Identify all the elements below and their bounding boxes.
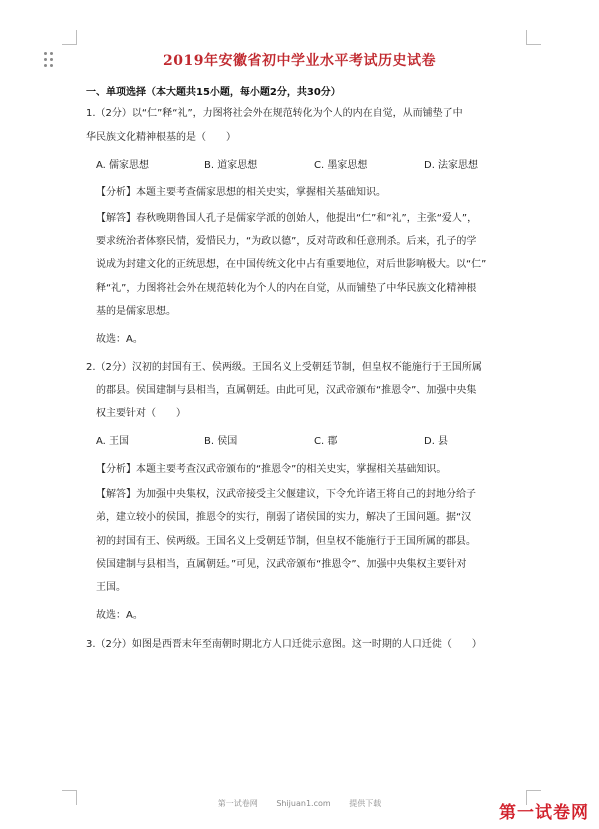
q2-option-c: C. 郡 xyxy=(314,436,338,447)
q1-answer-line: 【解答】春秋晚期鲁国人孔子是儒家学派的创始人，他提出“仁”和“礼”，主张“爱人”， xyxy=(96,213,478,224)
q1-choice: 故选：A。 xyxy=(96,334,143,345)
q2-answer-line: 弟，建立较小的侯国，推恩令的实行，削弱了诸侯国的实力，解决了王国问题。据“汉 xyxy=(96,512,472,523)
q2-option-a: A. 王国 xyxy=(96,436,130,447)
q1-stem-line: 1.（2分）以“仁”释“礼”，力图将社会外在规范转化为个人的内在自觉，从而铺垫了中 xyxy=(86,108,463,119)
q1-stem-line: 华民族文化精神根基的是（ ） xyxy=(86,132,236,143)
crop-mark-top-right xyxy=(526,30,541,45)
q2-choice: 故选：A。 xyxy=(96,610,143,621)
q2-answer-line: 【解答】为加强中央集权，汉武帝接受主父偃建议，下令允许诸王将自己的封地分给子 xyxy=(96,489,476,500)
q2-stem-line: 的郡县。侯国建制与县相当，直属朝廷。由此可见，汉武帝颁布“推恩令”、加强中央集 xyxy=(96,385,477,396)
page-title: 2019年安徽省初中学业水平考试历史试卷 xyxy=(163,53,436,69)
q1-option-a: A. 儒家思想 xyxy=(96,160,150,171)
q2-option-b: B. 侯国 xyxy=(204,436,238,447)
footer-download-note: 提供下载 xyxy=(349,799,382,808)
q2-analysis: 【分析】本题主要考查汉武帝颁布的“推恩令”的相关史实，掌握相关基础知识。 xyxy=(96,464,447,475)
q2-answer-line: 侯国建制与县相当，直属朝廷。”可见，汉武帝颁布“推恩令”、加强中央集权主要针对 xyxy=(96,559,467,570)
q1-option-d: D. 法家思想 xyxy=(424,160,479,171)
footer-site-url[interactable]: Shijuan1.com xyxy=(276,799,331,808)
q2-stem-line: 权主要针对（ ） xyxy=(96,408,186,419)
q1-answer-line: 说成为封建文化的正统思想，在中国传统文化中占有重要地位，对后世影响极大。以“仁” xyxy=(96,259,487,270)
q3-stem-line: 3.（2分）如图是西晋末年至南朝时期北方人口迁徙示意图。这一时期的人口迁徙（ ） xyxy=(86,639,482,650)
q1-option-b: B. 道家思想 xyxy=(204,160,258,171)
crop-mark-top-left xyxy=(62,30,77,45)
footer-site-name: 第一试卷网 xyxy=(217,799,258,808)
q1-answer-line: 基的是儒家思想。 xyxy=(96,306,176,317)
q1-option-c: C. 墨家思想 xyxy=(314,160,368,171)
q1-answer-line: 释“礼”，力图将社会外在规范转化为个人的内在自觉，从而铺垫了中华民族文化精神根 xyxy=(96,283,477,294)
q2-answer-line: 王国。 xyxy=(96,582,126,593)
q1-answer-line: 要求统治者体察民情，爱惜民力，“为政以德”，反对苛政和任意刑杀。后来，孔子的学 xyxy=(96,236,477,247)
q2-option-d: D. 县 xyxy=(424,436,449,447)
q1-analysis: 【分析】本题主要考查儒家思想的相关史实，掌握相关基础知识。 xyxy=(96,187,386,198)
section-heading: 一、单项选择（本大题共15小题，每小题2分，共30分） xyxy=(86,87,341,98)
q2-stem-line: 2.（2分）汉初的封国有王、侯两级。王国名义上受朝廷节制，但皇权不能施行于王国所属 xyxy=(86,362,482,373)
q2-answer-line: 初的封国有王、侯两级。王国名义上受朝廷节制，但皇权不能施行于王国所属的郡县。 xyxy=(96,536,476,547)
site-watermark: 第一试卷网 xyxy=(499,803,589,823)
